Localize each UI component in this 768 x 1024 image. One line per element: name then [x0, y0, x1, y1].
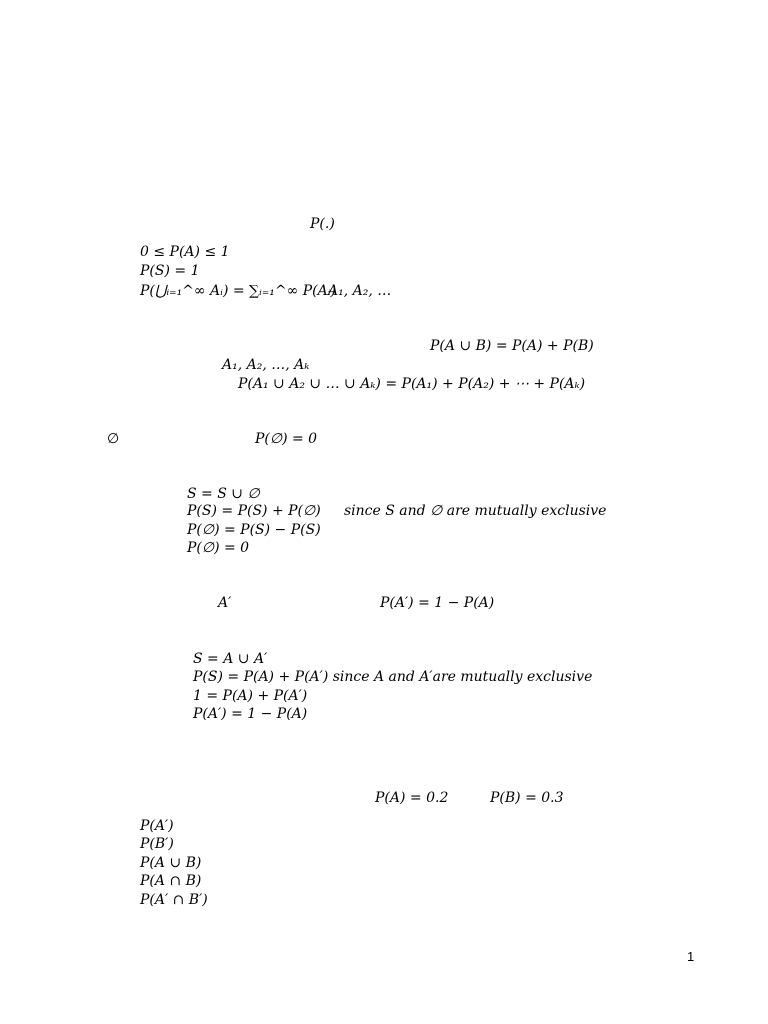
proof-empty-line-1: S = S ∪ ∅ [187, 486, 260, 502]
page-number: 1 [687, 949, 695, 964]
union-k-formula: P(A₁ ∪ A₂ ∪ … ∪ Aₖ) = P(A₁) + P(A₂) + ⋯ + P(Aₖ) [238, 376, 586, 392]
example-item-1: P(A′) [140, 818, 174, 834]
complement-prob: P(A′) = 1 − P(A) [380, 595, 495, 611]
p-dot: P(.) [310, 216, 335, 232]
example-item-2: P(B′) [140, 836, 174, 852]
empty-set-symbol: ∅ [107, 431, 120, 447]
example-pa: P(A) = 0.2 [375, 790, 449, 806]
proof-complement-line-1: S = A ∪ A′ [193, 651, 268, 667]
proof-empty-line-4: P(∅) = 0 [187, 540, 250, 556]
proof-empty-line-3: P(∅) = P(S) − P(S) [187, 522, 321, 538]
example-pb: P(B) = 0.3 [490, 790, 564, 806]
example-item-4: P(A ∩ B) [140, 873, 202, 889]
example-item-3: P(A ∪ B) [140, 855, 202, 871]
union-two-formula: P(A ∪ B) = P(A) + P(B) [430, 338, 594, 354]
sets-k: A₁, A₂, …, Aₖ [222, 357, 310, 373]
axiom-3: P(⋃ᵢ₌₁^∞ Aᵢ) = ∑ᵢ₌₁^∞ P(Aᵢ) [140, 283, 336, 299]
complement-symbol: A′ [218, 595, 232, 611]
example-item-5: P(A′ ∩ B′) [140, 892, 208, 908]
axiom-3-sets: A₁, A₂, … [328, 283, 392, 299]
proof-empty-note: since S and ∅ are mutually exclusive [344, 503, 607, 519]
empty-set-prob: P(∅) = 0 [255, 431, 318, 447]
proof-complement-line-4: P(A′) = 1 − P(A) [193, 706, 308, 722]
proof-complement-line-3: 1 = P(A) + P(A′) [193, 688, 308, 704]
axiom-1: 0 ≤ P(A) ≤ 1 [140, 244, 230, 260]
axiom-2: P(S) = 1 [140, 263, 200, 279]
proof-empty-line-2: P(S) = P(S) + P(∅) [187, 503, 321, 519]
proof-complement-line-2: P(S) = P(A) + P(A′) since A and A′are mutually exclusive [193, 669, 593, 685]
